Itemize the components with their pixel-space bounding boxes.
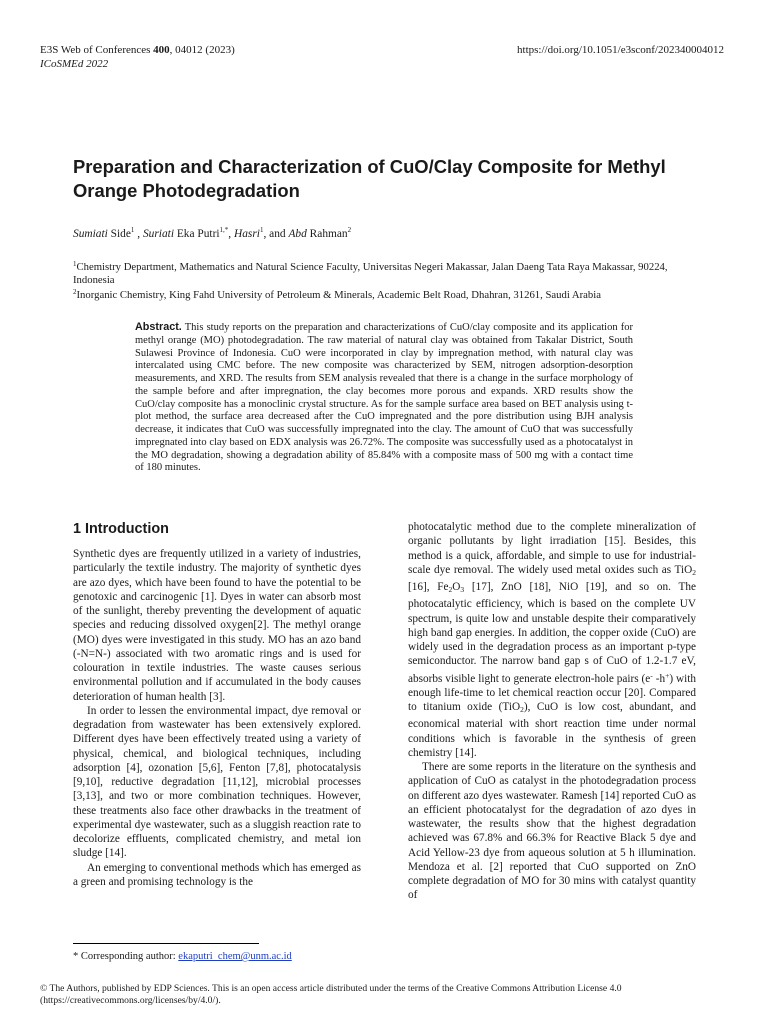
abstract — [135, 321, 633, 475]
paragraph: In order to lessen the environmental impact, dye removal or degradation from wastewater has been extensively explored. Different dyes have been effectively treated using a variety of physical, chemical, and biological techniques, including adsorption [4], ozonation [5,6], Fenton [7,8], photocatalysis [9,10], reductive degradation [11,12], microbial processes [3,13], and two or more combination techniques. However, these treatments also face other drawbacks in the treatment of experimental dye wastewater, such as a sluggish reaction rate to decolorize effluents, complicated chemistry, and metal ion sludge [14]. — [73, 704, 361, 860]
author-first-name: Hasri — [234, 228, 260, 240]
affiliation-1: $^1$Chemistry Department, Mathematics and Natural Science Faculty, Universitas Negeri Makassar, Jalan Daeng Tata Raya Makassar, 90224, Indonesia — [73, 260, 668, 286]
author-list: Sumiati Side$^1$ , Suriati Eka Putri$^{1,*}$, Hasri$^1$, and Abd Rahman$^2$ — [73, 226, 352, 240]
journal-volume: 400 — [153, 44, 170, 56]
affiliation-2: $^2$Inorganic Chemistry, King Fahd University of Petroleum & Minerals, Academic Belt Road, Dhahran, 31261, Saudi Arabia — [73, 288, 601, 302]
doi-link[interactable]: https://doi.org/10.1051/e3sconf/202340004012 — [517, 44, 724, 56]
paragraph: Synthetic dyes are frequently utilized in a variety of industries, particularly the textile industry. The majority of synthetic dyes are azo dyes, which have been found to have the potential to be genotoxic and carcinogenic [1]. Dyes in water can absorb most of the sunlight, thereby preventing the development of aquatic species and reducing dissolved oxygen[2]. The methyl orange (MO) dyes were investigated in this study. MO has an azo band (-N=N-) associated with two aromatic rings and is used for colouration in textile industries. The waste causes serious environmental pollution and if accumulated in the body causes deterioration of human health [3]. — [73, 548, 361, 703]
paragraph: There are some reports in the literature on the synthesis and application of CuO as catalyst in the photodegradation process on different azo dyes wastewater. Ramesh [14] reported CuO as an efficient photocatalyst for the degradation of azo dyes in wastewater, the results show that the highest degradation achieved was 67.8% and 66.3% for Reactive Black 5 dye and Acid Yellow-23 dye from aqueous solution at 5 h illumination. Mendoza et al. [2] reported that CuO supported on ZnO complete degradation of MO for 30 mins with catalyst quantity of — [408, 761, 696, 902]
corresponding-author-footnote: * Corresponding author: ekaputri_chem@unm.ac.id — [73, 951, 292, 962]
paragraph: photocatalytic method due to the complete mineralization of organic pollutants by light irradiation [15]. Besides, this method is a quick, affordable, and simple to use for industrial-scale dye removal. The widely used metal oxides such as TiO$_2$ [16], $Fe_2O_3$ [17], ZnO [18], NiO [19], and so on. The photocatalytic efficiency, which is based on the complete UV spectrum, is quite low and unstable despite their comparatively high band gap energies. In addition, the copper oxide (CuO) are widely used in the degradation process as an important p-type semiconductor. The narrow band gap s of CuO of 1.2-1.7 eV, absorbs visible light to generate electron-hole pairs (e- -h+) with enough life-time to let chemical reaction occur [20]. Compared to titanium oxide (TiO$_2$), CuO is low cost, abundant, and economical material with short reaction time under normal conditions which is favorable in the synthesis of green chemistry [14]. — [408, 521, 697, 759]
paragraph: An emerging to conventional methods which has emerged as a green and promising technology is the — [73, 861, 361, 888]
body-column-right — [408, 520, 696, 903]
footnote-divider — [73, 943, 259, 944]
journal-header — [40, 43, 235, 71]
abstract-label: Abstract. — [135, 321, 182, 333]
author-first-name: Sumiati — [73, 228, 108, 240]
paper-title: Preparation and Characterization of CuO/Clay Composite for Methyl Orange Photodegradation — [73, 156, 666, 201]
author-first-name: Abd — [288, 228, 307, 240]
body-column-left — [73, 547, 361, 889]
author-first-name: Suriati — [142, 228, 174, 240]
conference-name: ICoSMEd 2022 — [40, 58, 109, 70]
affiliations — [73, 258, 703, 302]
section-heading-introduction: 1 Introduction — [73, 521, 169, 537]
license-notice: © The Authors, published by EDP Sciences. This is an open access article distributed under the terms of the Creative Commons Attribution License 4.0 (https://creativecommons.org/licenses/by/4.0/). — [40, 983, 622, 1006]
journal-citation: E3S Web of Conferences 400, 04012 (2023) — [40, 44, 235, 56]
abstract-text: This study reports on the preparation and characterizations of CuO/clay composite and its application for methyl orange (MO) photodegradation. The raw material of natural clay was obtained from Takalar District, South Sulawesi Province of Indonesia. CuO were incorporated in clay by impregnation method, with natural clay was intercalated using CMC before. The new composite was characterized by SEM, nitrogen adsorption-desorption measurements, and XRD. The results from SEM analysis revealed that there is a change in the surface morphology of the sample before and after impregnation, the clay becomes more porous and expands. XRD results show the CuO/clay composite has a monoclinic crystal structure. As for the sample surface area based on BET analysis using t-plot method, the surface area decreased after the CuO impregnated and the pore distribution using BJH analysis decrease, it indicates that CuO was successfully impregnated into the clay. The amount of CuO that was successfully impregnated into clay based on EDX analysis was 26.72%. The composite was successfully used as a photocatalyst in the MO degradation, showing a degradation ability of 85.84% with a composite mass of 500 mg with a contact time of 180 minutes. — [135, 322, 633, 474]
author-email-link[interactable]: ekaputri_chem@unm.ac.id — [178, 951, 292, 962]
